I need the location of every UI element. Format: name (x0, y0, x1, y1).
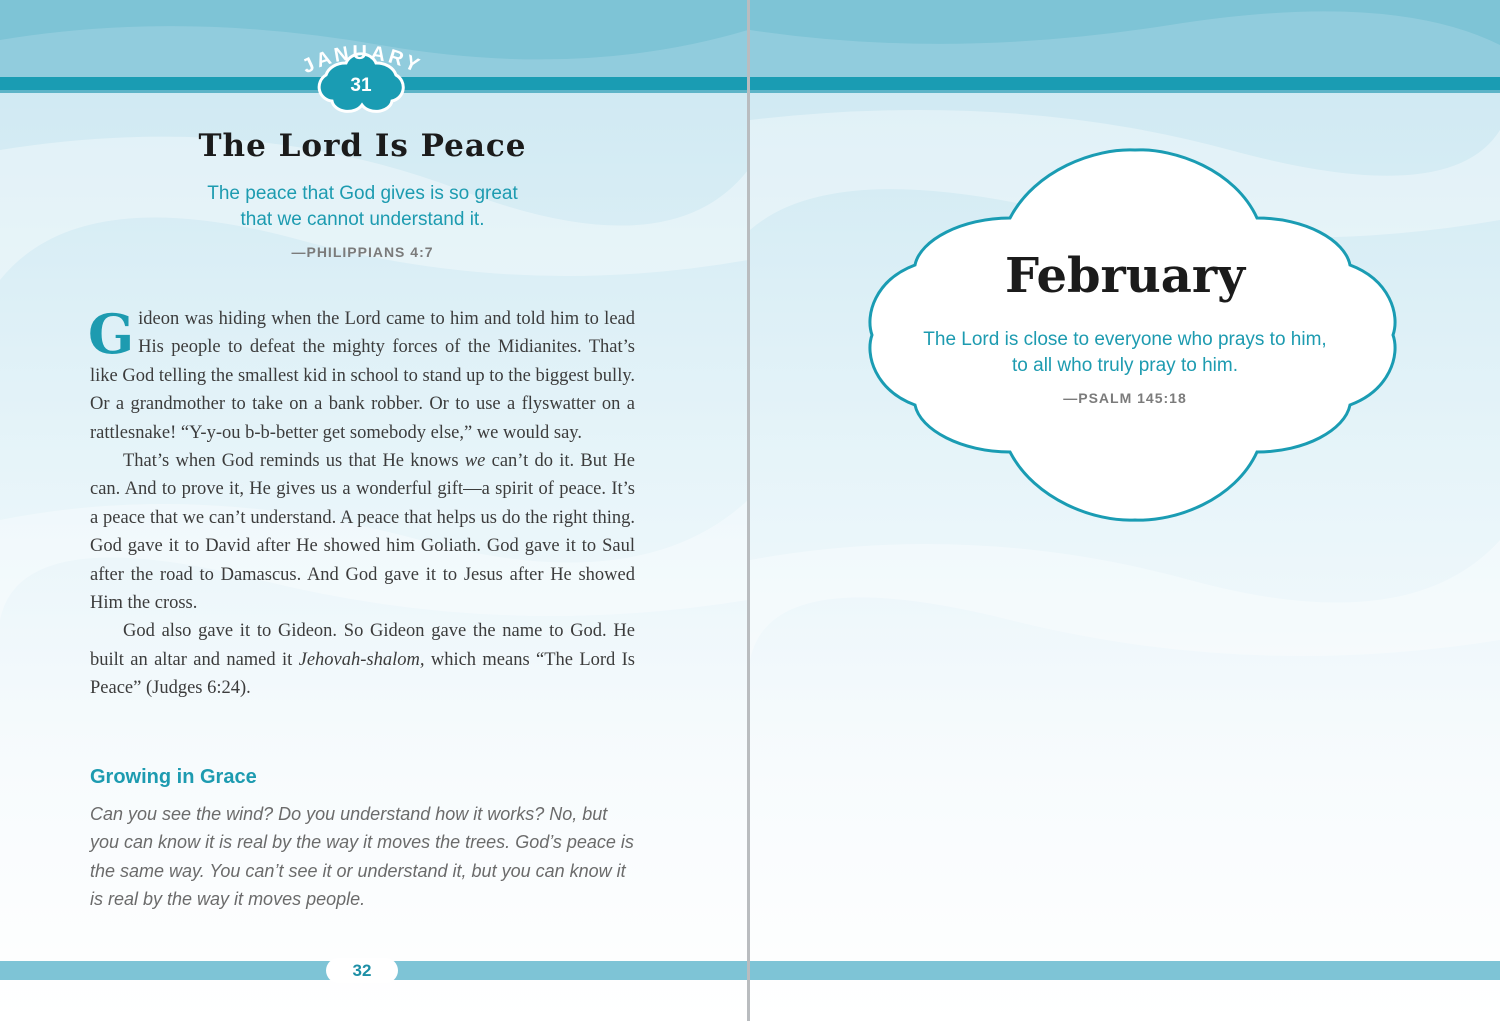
month-verse (845, 327, 1405, 379)
verse-line: The peace that God gives is so great (207, 183, 518, 204)
paragraph (90, 447, 635, 617)
paragraph-text: which means “The Lord Is Peace” (Judges 6:24). (90, 649, 635, 699)
growing-in-grace-text: Can you see the wind? Do you understand how it works? No, but you can know it is real by the way it moves the trees. God’s peace is the same way. You can’t see it or understand it, but you can know it is real by the way it moves people. (90, 804, 634, 910)
paragraph (90, 617, 635, 702)
drop-cap: G (88, 302, 135, 366)
devotional-body (88, 302, 636, 703)
month-verse-reference: —PSALM 145:18 (1063, 390, 1187, 406)
emphasis: we (464, 451, 486, 472)
paragraph-text: can’t do it. But He can. And to prove it, He gives us a wonderful gift—a spirit of peace. It’s a peace that we can’t understand. A peace that helps us do the right thing. God gave it to David after He showed him Goliath. God gave it to Saul after the road to Damascus. And God gave it to Jesus after He showed Him the cross. (90, 451, 635, 614)
paragraph-text: That’s when God reminds us that He knows (123, 451, 465, 472)
verse-reference: —PHILIPPIANS 4:7 (291, 244, 434, 260)
page-title: The Lord Is Peace (198, 128, 527, 164)
growing-in-grace-heading: Growing in Grace (90, 766, 257, 788)
verse-line: to all who truly pray to him. (1012, 355, 1238, 376)
day-number: 31 (350, 75, 372, 96)
verse-line: The Lord is close to everyone who prays to him, (923, 329, 1327, 350)
right-page (750, 0, 1500, 1021)
paragraph (88, 302, 636, 447)
verse-line: that we cannot understand it. (240, 209, 485, 230)
emphasis: Jehovah-shalom, (298, 649, 425, 670)
page-number: 32 (352, 961, 372, 980)
month-title: February (1004, 248, 1246, 304)
paragraph-text: God also gave it to Gideon. So Gideon gave the name to God. He built an altar and named it (90, 621, 635, 670)
svg-text:JANUARY: JANUARY (298, 41, 426, 78)
left-page (0, 0, 748, 1021)
scripture-verse (90, 181, 635, 233)
paragraph-text: ideon was hiding when the Lord came to him and told him to lead His people to defeat the mighty forces of the Midianites. That’s like God telling the smallest kid in school to stand up to the biggest bully. Or a grandmother to take on a bank robber. Or to use a flyswatter on a rattlesnake! “Y-y-ou b-b-better get somebody else,” we would say. (90, 309, 636, 443)
